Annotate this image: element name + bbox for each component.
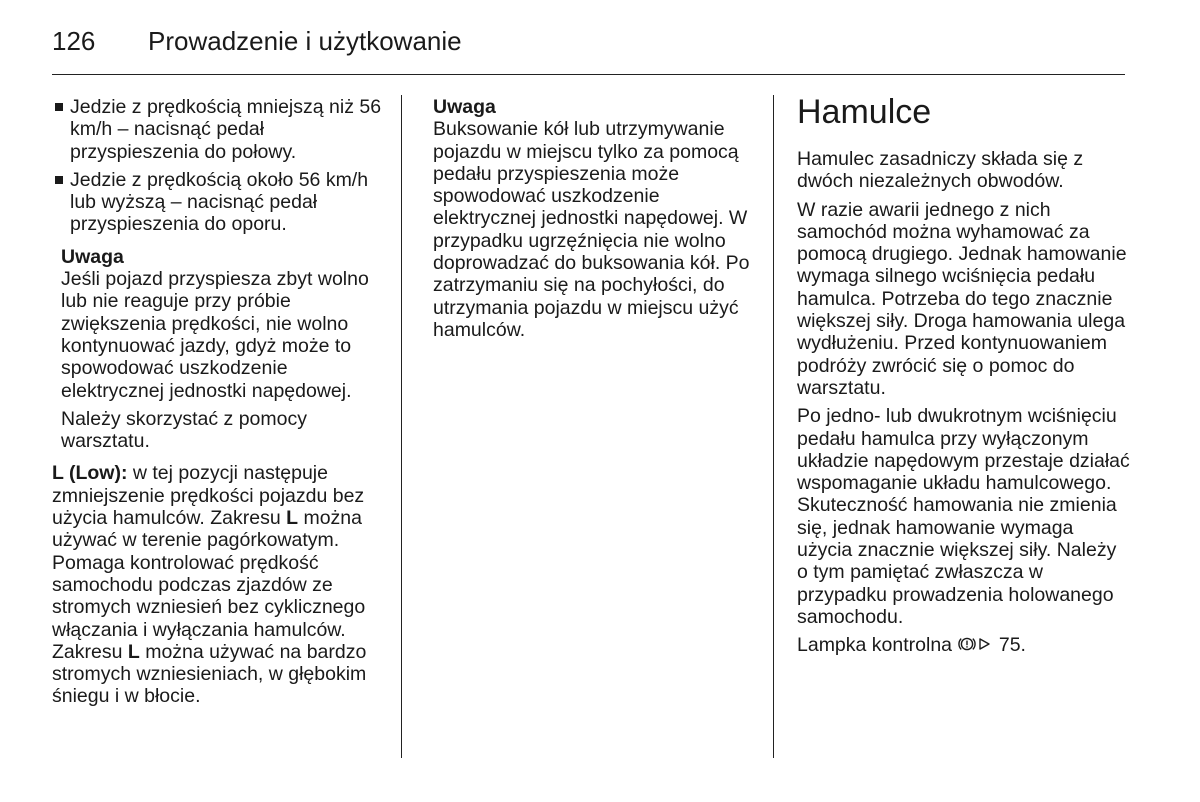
bullet-square-icon	[55, 176, 63, 184]
low-range-label: L (Low):	[52, 462, 128, 485]
paragraph: Po jedno- lub dwukrotnym wciśnięciu pedału hamulca przy wyłączonym układzie napędowym przestaje działać wspomaganie układu hamulcowego. Skuteczność hamowania nie zmienia się, jednak hamowanie wymaga użycia znacznie większej siły. Należy o tym pamiętać zwłaszcza w przypadku prowadzenia holowanego samochodu.	[797, 405, 1130, 628]
header-divider	[52, 74, 1125, 75]
paragraph: Hamulec zasadniczy składa się z dwóch niezależnych obwodów.	[797, 148, 1084, 193]
note-title: Uwaga	[433, 96, 496, 118]
warning-lamp-reference: Lampka kontrolna 75.	[797, 634, 1026, 657]
note-text: Buksowanie kół lub utrzymywanie pojazdu w miejscu tylko za pomocą pedału przyspieszenia może spowodować uszkodzenie elektrycznej jednostki napędowej. W przypadku ugrzęźnięcia nie wolno doprowadzać do buksowania kół. Po zatrzymaniu się na pochyłości, do utrzymania pojazdu w miejscu użyć hamulców.	[433, 118, 750, 341]
list-item: Jedzie z prędkością mniejszą niż 56 km/h – nacisnąć pedał przyspieszenia do połowy.	[52, 96, 382, 163]
brake-warning-icon	[957, 634, 977, 654]
list-item: Jedzie z prędkością około 56 km/h lub wyższą – nacisnąć pedał przyspieszenia do oporu.	[52, 169, 382, 236]
chapter-title: Prowadzenie i użytkowanie	[148, 26, 462, 56]
note-box	[52, 246, 382, 453]
column-middle	[433, 96, 763, 341]
note-title: Uwaga	[61, 245, 124, 268]
column-divider-2	[773, 95, 774, 758]
page-reference-icon	[977, 634, 993, 654]
bullet-square-icon	[55, 103, 63, 111]
section-heading: Hamulce	[797, 93, 932, 131]
note-text: Jeśli pojazd przyspiesza zbyt wolno lub nie reaguje przy próbie zwiększenia prędkości, nie wolno kontynuować jazdy, gdyż może to spowodować uszkodzenie elektrycznej jednostki napędowej.	[61, 268, 369, 402]
column-divider-1	[401, 95, 402, 758]
low-range-paragraph: L (Low): w tej pozycji następuje zmniejszenie prędkości pojazdu bez użycia hamulców. Zakresu L można używać w terenie pagórkowatym. Pomaga kontrolować prędkość samochodu podczas zjazdów ze stromych wzniesień bez cyklicznego włączania i wyłączania hamulców. Zakresu L można używać na bardzo stromych wzniesieniach, w głębokim śniegu i w błocie.	[52, 462, 367, 708]
paragraph: W razie awarii jednego z nich samochód można wyhamować za pomocą drugiego. Jednak hamowanie wymaga silnego wciśnięcia pedału hamulca. Potrzeba do tego znacznie większej siły. Droga hamowania ulega wydłużeniu. Przed kontynuowaniem podróży zwrócić się o pomoc do warsztatu.	[797, 198, 1127, 399]
page-header	[52, 26, 462, 56]
note-text-2: Należy skorzystać z pomocy warsztatu.	[61, 407, 307, 453]
page-number: 126	[52, 26, 96, 56]
column-right	[797, 92, 1132, 657]
column-left	[52, 96, 382, 708]
